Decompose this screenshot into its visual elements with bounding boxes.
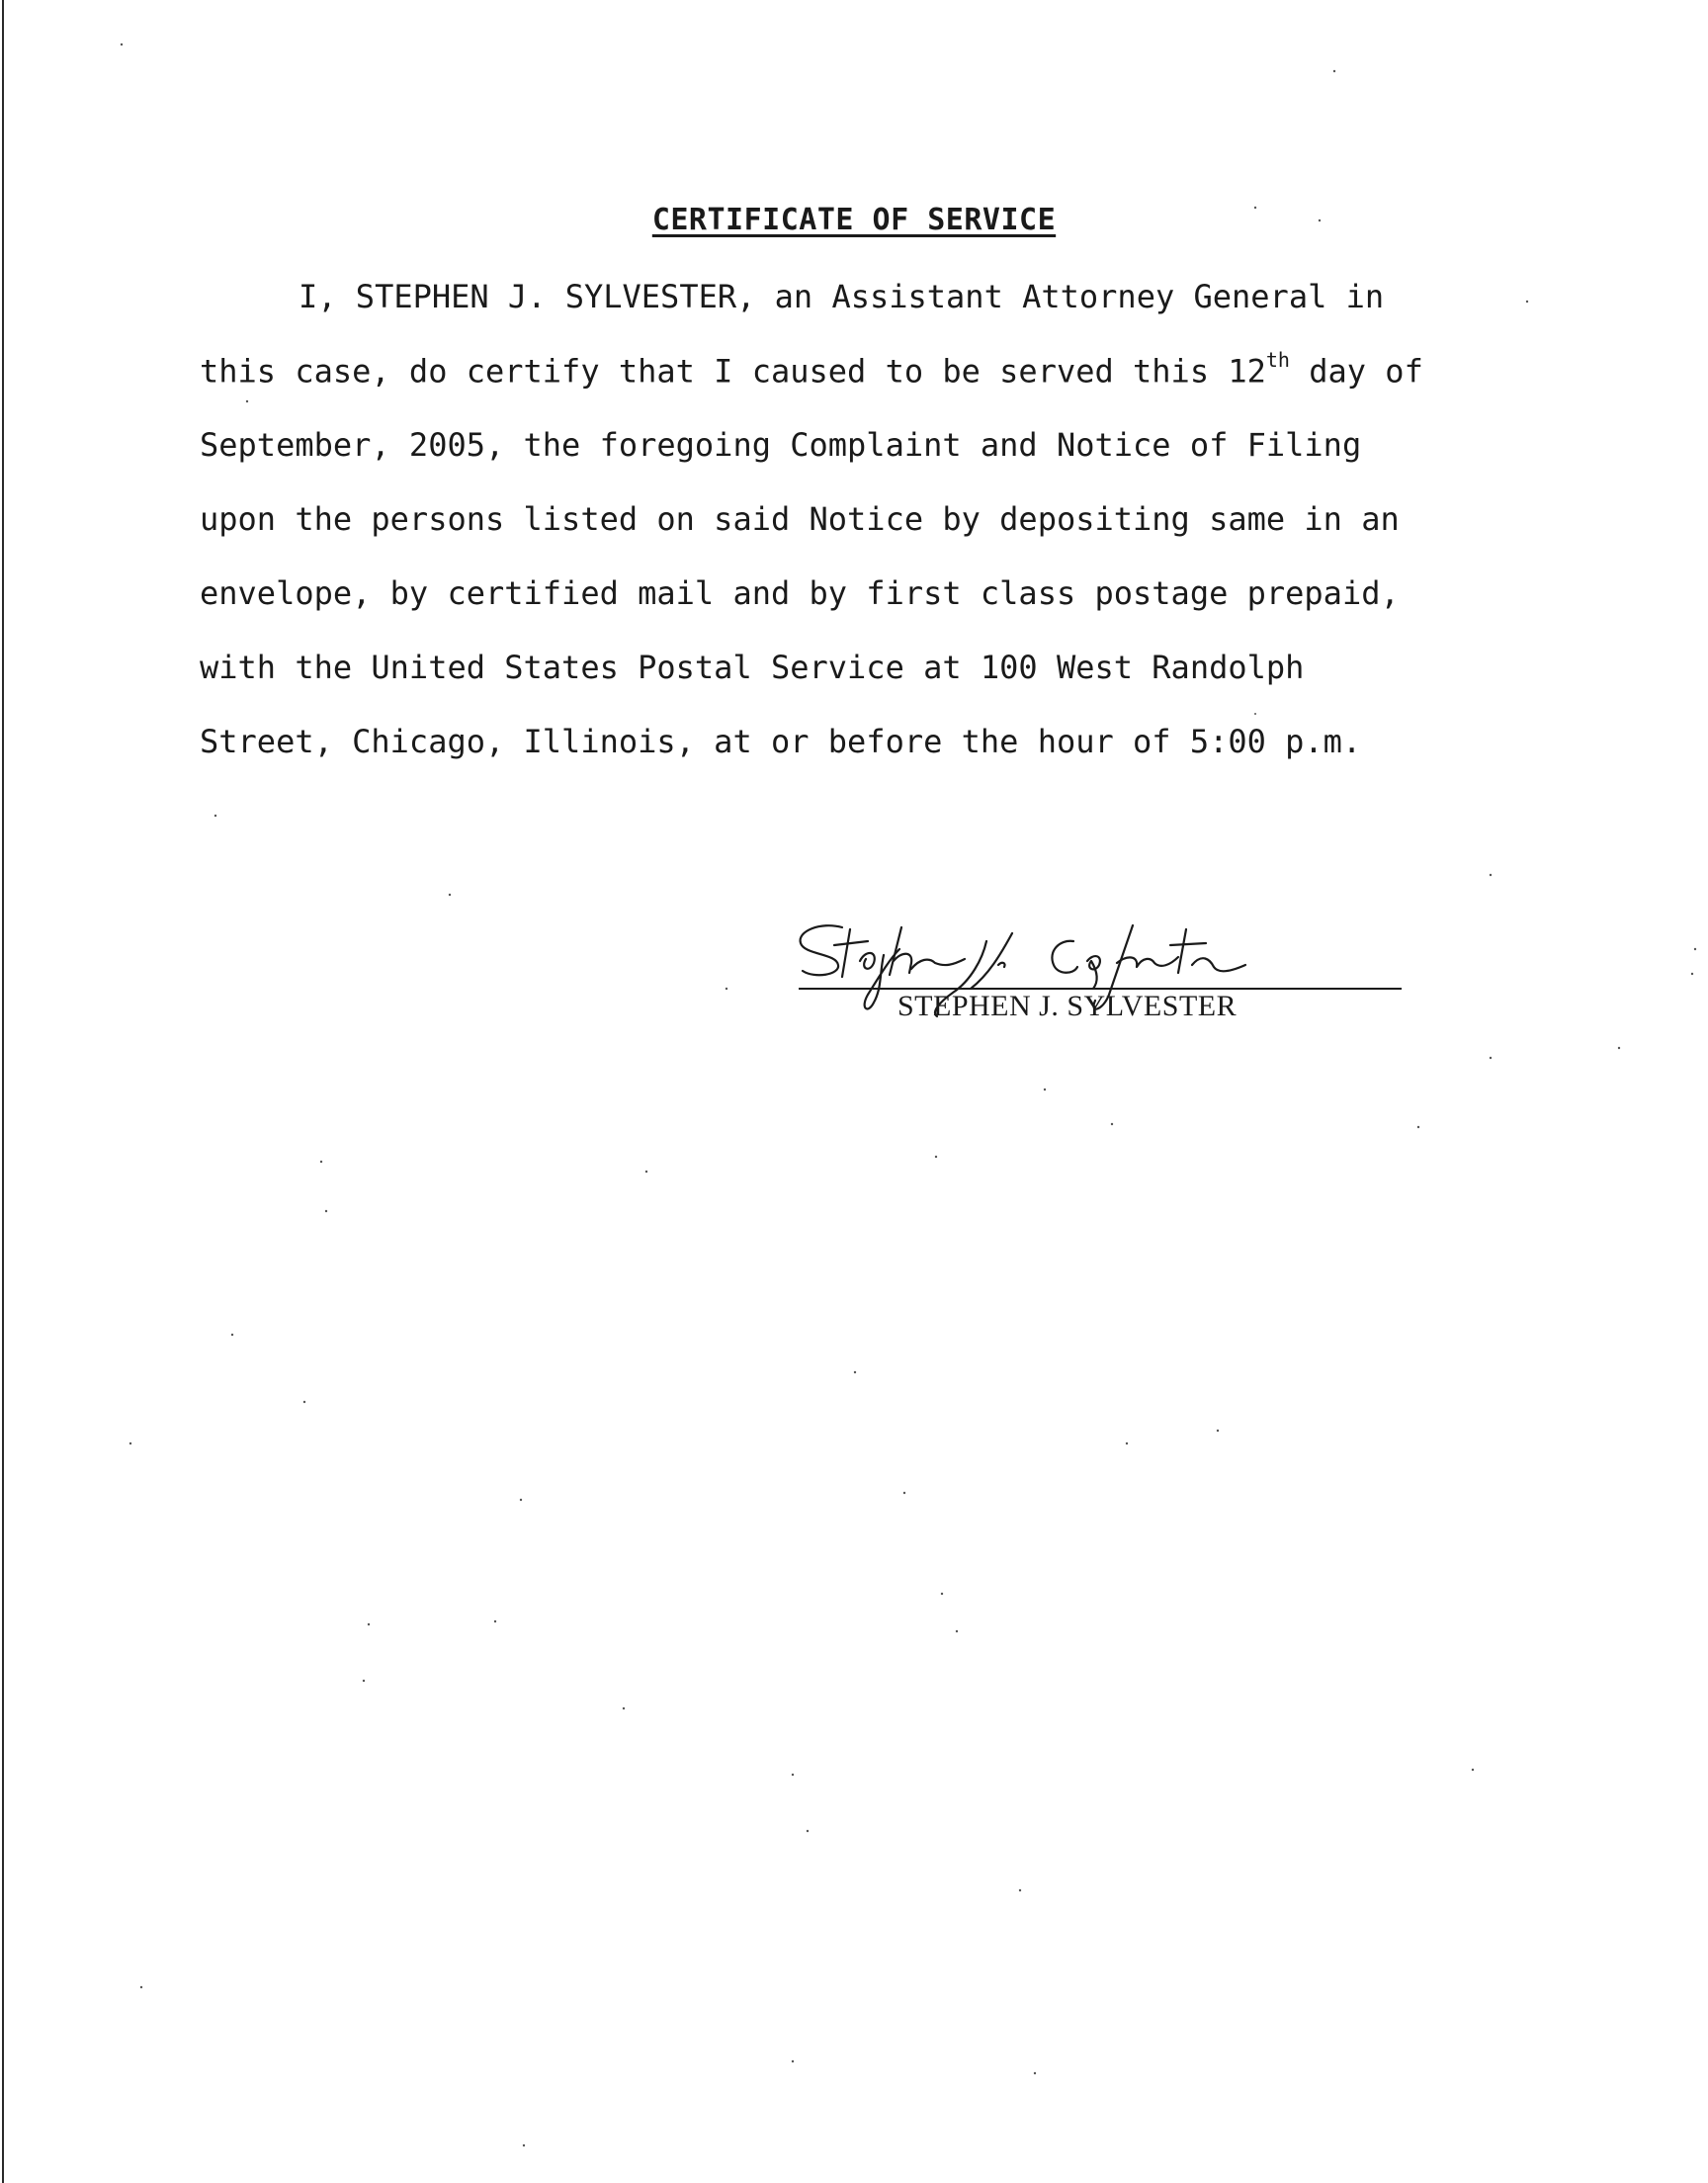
paragraph-line-6: with the United States Postal Service at 100 West Randolph (200, 649, 1305, 686)
paragraph-line-1: I, STEPHEN J. SYLVESTER, an Assistant Attorney General in (299, 278, 1385, 315)
paragraph-line-2-end: day of (1289, 352, 1423, 391)
paragraph-line-3: September, 2005, the foregoing Complaint and Notice of Filing (200, 426, 1362, 464)
paragraph-line-2-start: this case, do certify that I caused to be served this 12 (200, 352, 1266, 391)
certificate-title-text: CERTIFICATE OF SERVICE (651, 203, 1057, 237)
paragraph-line-7: Street, Chicago, Illinois, at or before the hour of 5:00 p.m. (200, 723, 1362, 760)
signer-printed-name: STEPHEN J. SYLVESTER (897, 990, 1238, 1022)
paragraph-line-4: upon the persons listed on said Notice by depositing same in an (200, 500, 1400, 538)
ordinal-suffix: th (1265, 348, 1290, 372)
paragraph-line-5: envelope, by certified mail and by first class postage prepaid, (200, 574, 1400, 612)
